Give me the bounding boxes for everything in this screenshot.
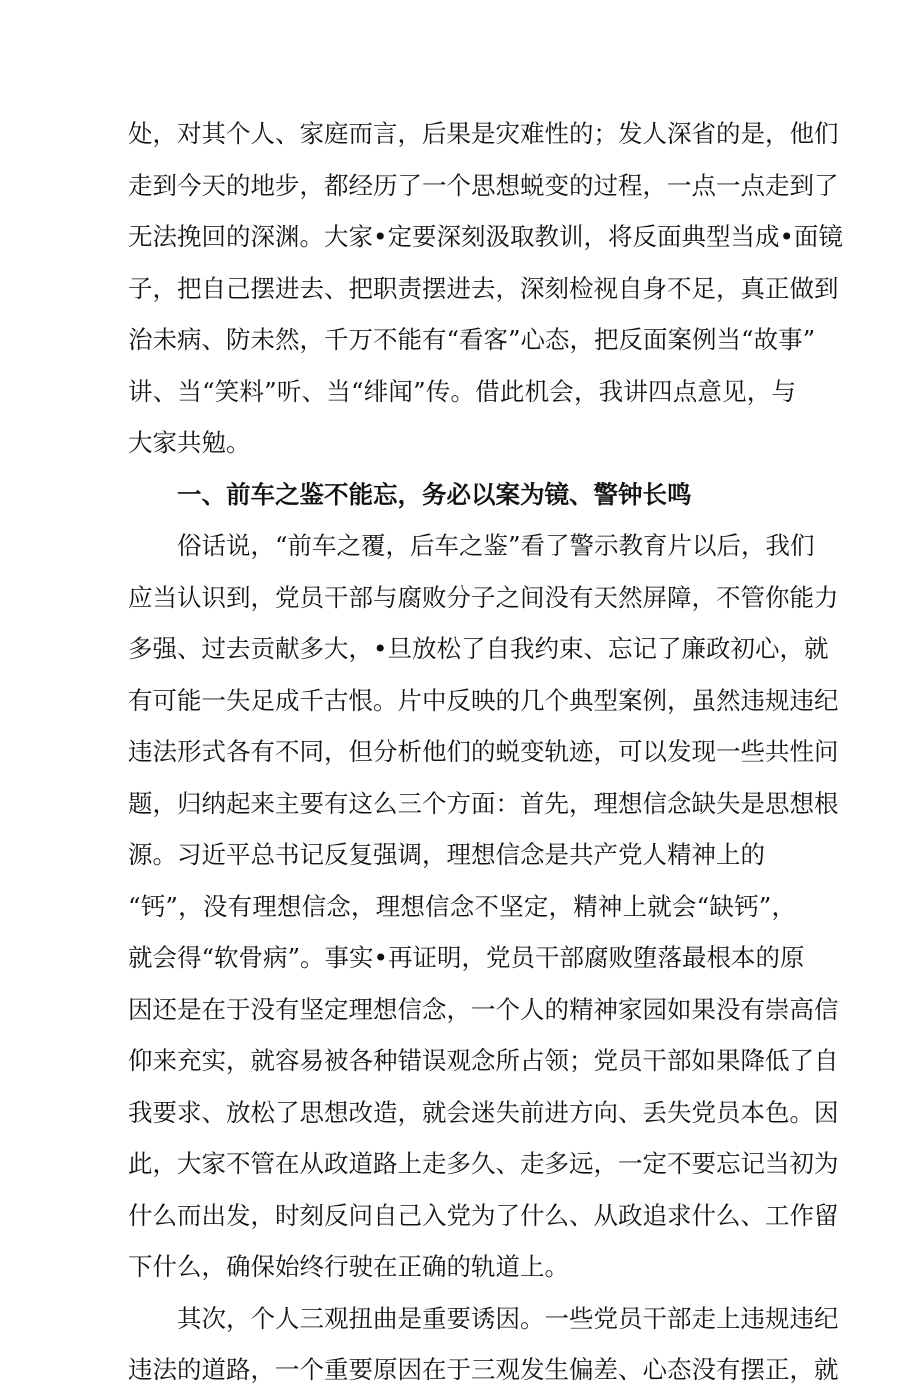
paragraph-line: 我要求、放松了思想改造，就会迷失前进方向、丢失党员本色。因 (128, 1097, 839, 1127)
paragraph-line: “钙”，没有理想信念，理想信念不坚定，精神上就会“缺钙”， (128, 891, 796, 921)
paragraph-line: 此，大家不管在从政道路上走多久、走多远，一定不要忘记当初为 (128, 1149, 839, 1178)
paragraph-line: 讲、当“笑料”听、当“绯闻”传。借此机会，我讲四点意见，与 (128, 376, 796, 406)
paragraph-line: 就会得“软骨病”。事实•再证明，党员干部腐败堕落最根本的原 (128, 943, 805, 972)
paragraph-line: 子，把自己摆进去、把职责摆进去，深刻检视自身不足，真正做到 (128, 273, 839, 303)
paragraph-line: 什么而出发，时刻反问自己入党为了什么、从政追求什么、工作留 (128, 1200, 839, 1230)
paragraph-line: 违法的道路，一个重要原因在于三观发生偏差、心态没有摆正，就 (128, 1355, 839, 1384)
paragraph-line: 题，归纳起来主要有这么三个方面：首先，理想信念缺失是思想根 (128, 788, 839, 818)
paragraph-line: 多强、过去贡献多大，•旦放松了自我约束、忘记了廉政初心，就 (128, 634, 829, 663)
paragraph-line: 仰来充实，就容易被各种错误观念所占领；党员干部如果降低了自 (128, 1046, 839, 1075)
paragraph-line: 大家共勉。 (128, 428, 251, 457)
paragraph-line: 走到今天的地步，都经历了一个思想蜕变的过程，一点一点走到了 (128, 170, 839, 200)
section-heading: 一、前车之鉴不能忘，务必以案为镜、警钟长鸣 (177, 479, 692, 509)
paragraph-line: 违法形式各有不同，但分析他们的蜕变轨迹，可以发现一些共性问 (128, 737, 839, 766)
paragraph-line: 应当认识到，党员干部与腐败分子之间没有天然屏障，不管你能力 (128, 582, 839, 612)
paragraph-line: 因还是在于没有坚定理想信念，一个人的精神家园如果没有崇高信 (128, 994, 839, 1024)
document-body (128, 108, 843, 1396)
paragraph-line: 其次，个人三观扭曲是重要诱因。一些党员干部走上违规违纪 (177, 1303, 839, 1333)
paragraph-line: 源。习近平总书记反复强调，理想信念是共产党人精神上的 (128, 840, 765, 869)
paragraph-line: 有可能一失足成千古恨。片中反映的几个典型案例，虽然违规违纪 (128, 685, 839, 715)
paragraph-line: 俗话说，“前车之覆，后车之鉴”看了警示教育片以后，我们 (177, 531, 815, 560)
paragraph-line: 治未病、防未然，千万不能有“看客”心态，把反面案例当“故事” (128, 325, 816, 354)
paragraph-line: 处，对其个人、家庭而言，后果是灾难性的；发人深省的是，他们 (128, 119, 839, 148)
paragraph-line: 下什么，确保始终行驶在正确的轨道上。 (128, 1252, 569, 1281)
paragraph-line: 无法挽回的深渊。大家•定要深刻汲取教训，将反面典型当成•面镜 (128, 222, 843, 251)
